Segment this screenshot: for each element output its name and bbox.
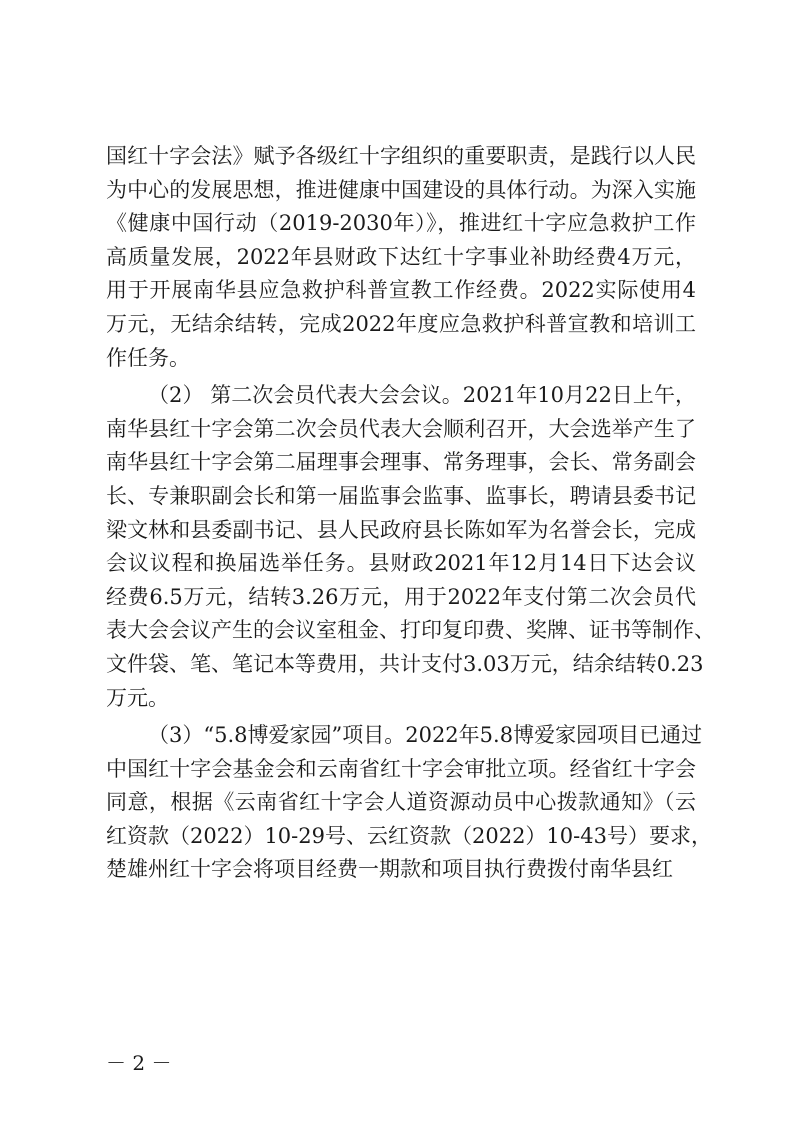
text-line: （3）“5.8博爱家园”项目。2022年5.8博爱家园项目已通过 [148,723,703,748]
text-line: （2） 第二次会员代表大会会议。2021年10月22日上午， [148,383,696,408]
text-line: 万元，无结余结转，完成2022年度应急救护科普宣教和培训工 [106,311,696,336]
text-line: 国红十字会法》赋予各级红十字组织的重要职责，是践行以人民 [106,144,696,168]
text-line: 南华县红十字会第二届理事会理事、常务理事，会长、常务副会 [106,450,696,475]
text-line: 中国红十字会基金会和云南省红十字会审批立项。经省红十字会 [106,756,696,781]
text-line: 《健康中国行动（2019-2030年）》，推进红十字应急救护工作 [106,211,696,236]
text-line: 万元。 [106,685,169,710]
text-line: 表大会会议产生的会议室租金、打印复印费、奖牌、证书等制作、 [106,618,715,643]
text-line: 会议议程和换届选举任务。县财政2021年12月14日下达会议 [106,551,696,576]
page-number: － 2 － [106,1051,172,1075]
text-line: 经费6.5万元，结转3.26万元，用于2022年支付第二次会员代 [106,584,696,609]
text-line: 作任务。 [106,345,190,370]
paragraph-3 [106,719,712,887]
text-line: 红资款（2022）10-29号、云红资款（2022）10-43号）要求， [106,823,712,848]
text-line: 文件袋、笔、笔记本等费用，共计支付3.03万元，结余结转0.23 [106,651,704,676]
paragraph-2 [106,379,715,715]
paragraph-1 [106,140,696,375]
text-line: 为中心的发展思想，推进健康中国建设的具体行动。为深入实施 [106,177,696,202]
text-line: 高质量发展，2022年县财政下达红十字事业补助经费4万元， [106,244,696,269]
text-line: 长、专兼职副会长和第一届监事会监事、监事长，聘请县委书记 [106,483,696,508]
text-line: 南华县红十字会第二次会员代表大会顺利召开，大会选举产生了 [106,416,696,441]
text-line: 楚雄州红十字会将项目经费一期款和项目执行费拨付南华县红 [106,857,673,882]
text-line: 梁文林和县委副书记、县人民政府县长陈如军为名誉会长，完成 [106,517,696,542]
body-text [106,140,715,887]
text-line: 同意，根据《云南省红十字会人道资源动员中心拨款通知》（云 [106,790,696,815]
text-line: 用于开展南华县应急救护科普宣教工作经费。2022实际使用4 [106,278,696,303]
